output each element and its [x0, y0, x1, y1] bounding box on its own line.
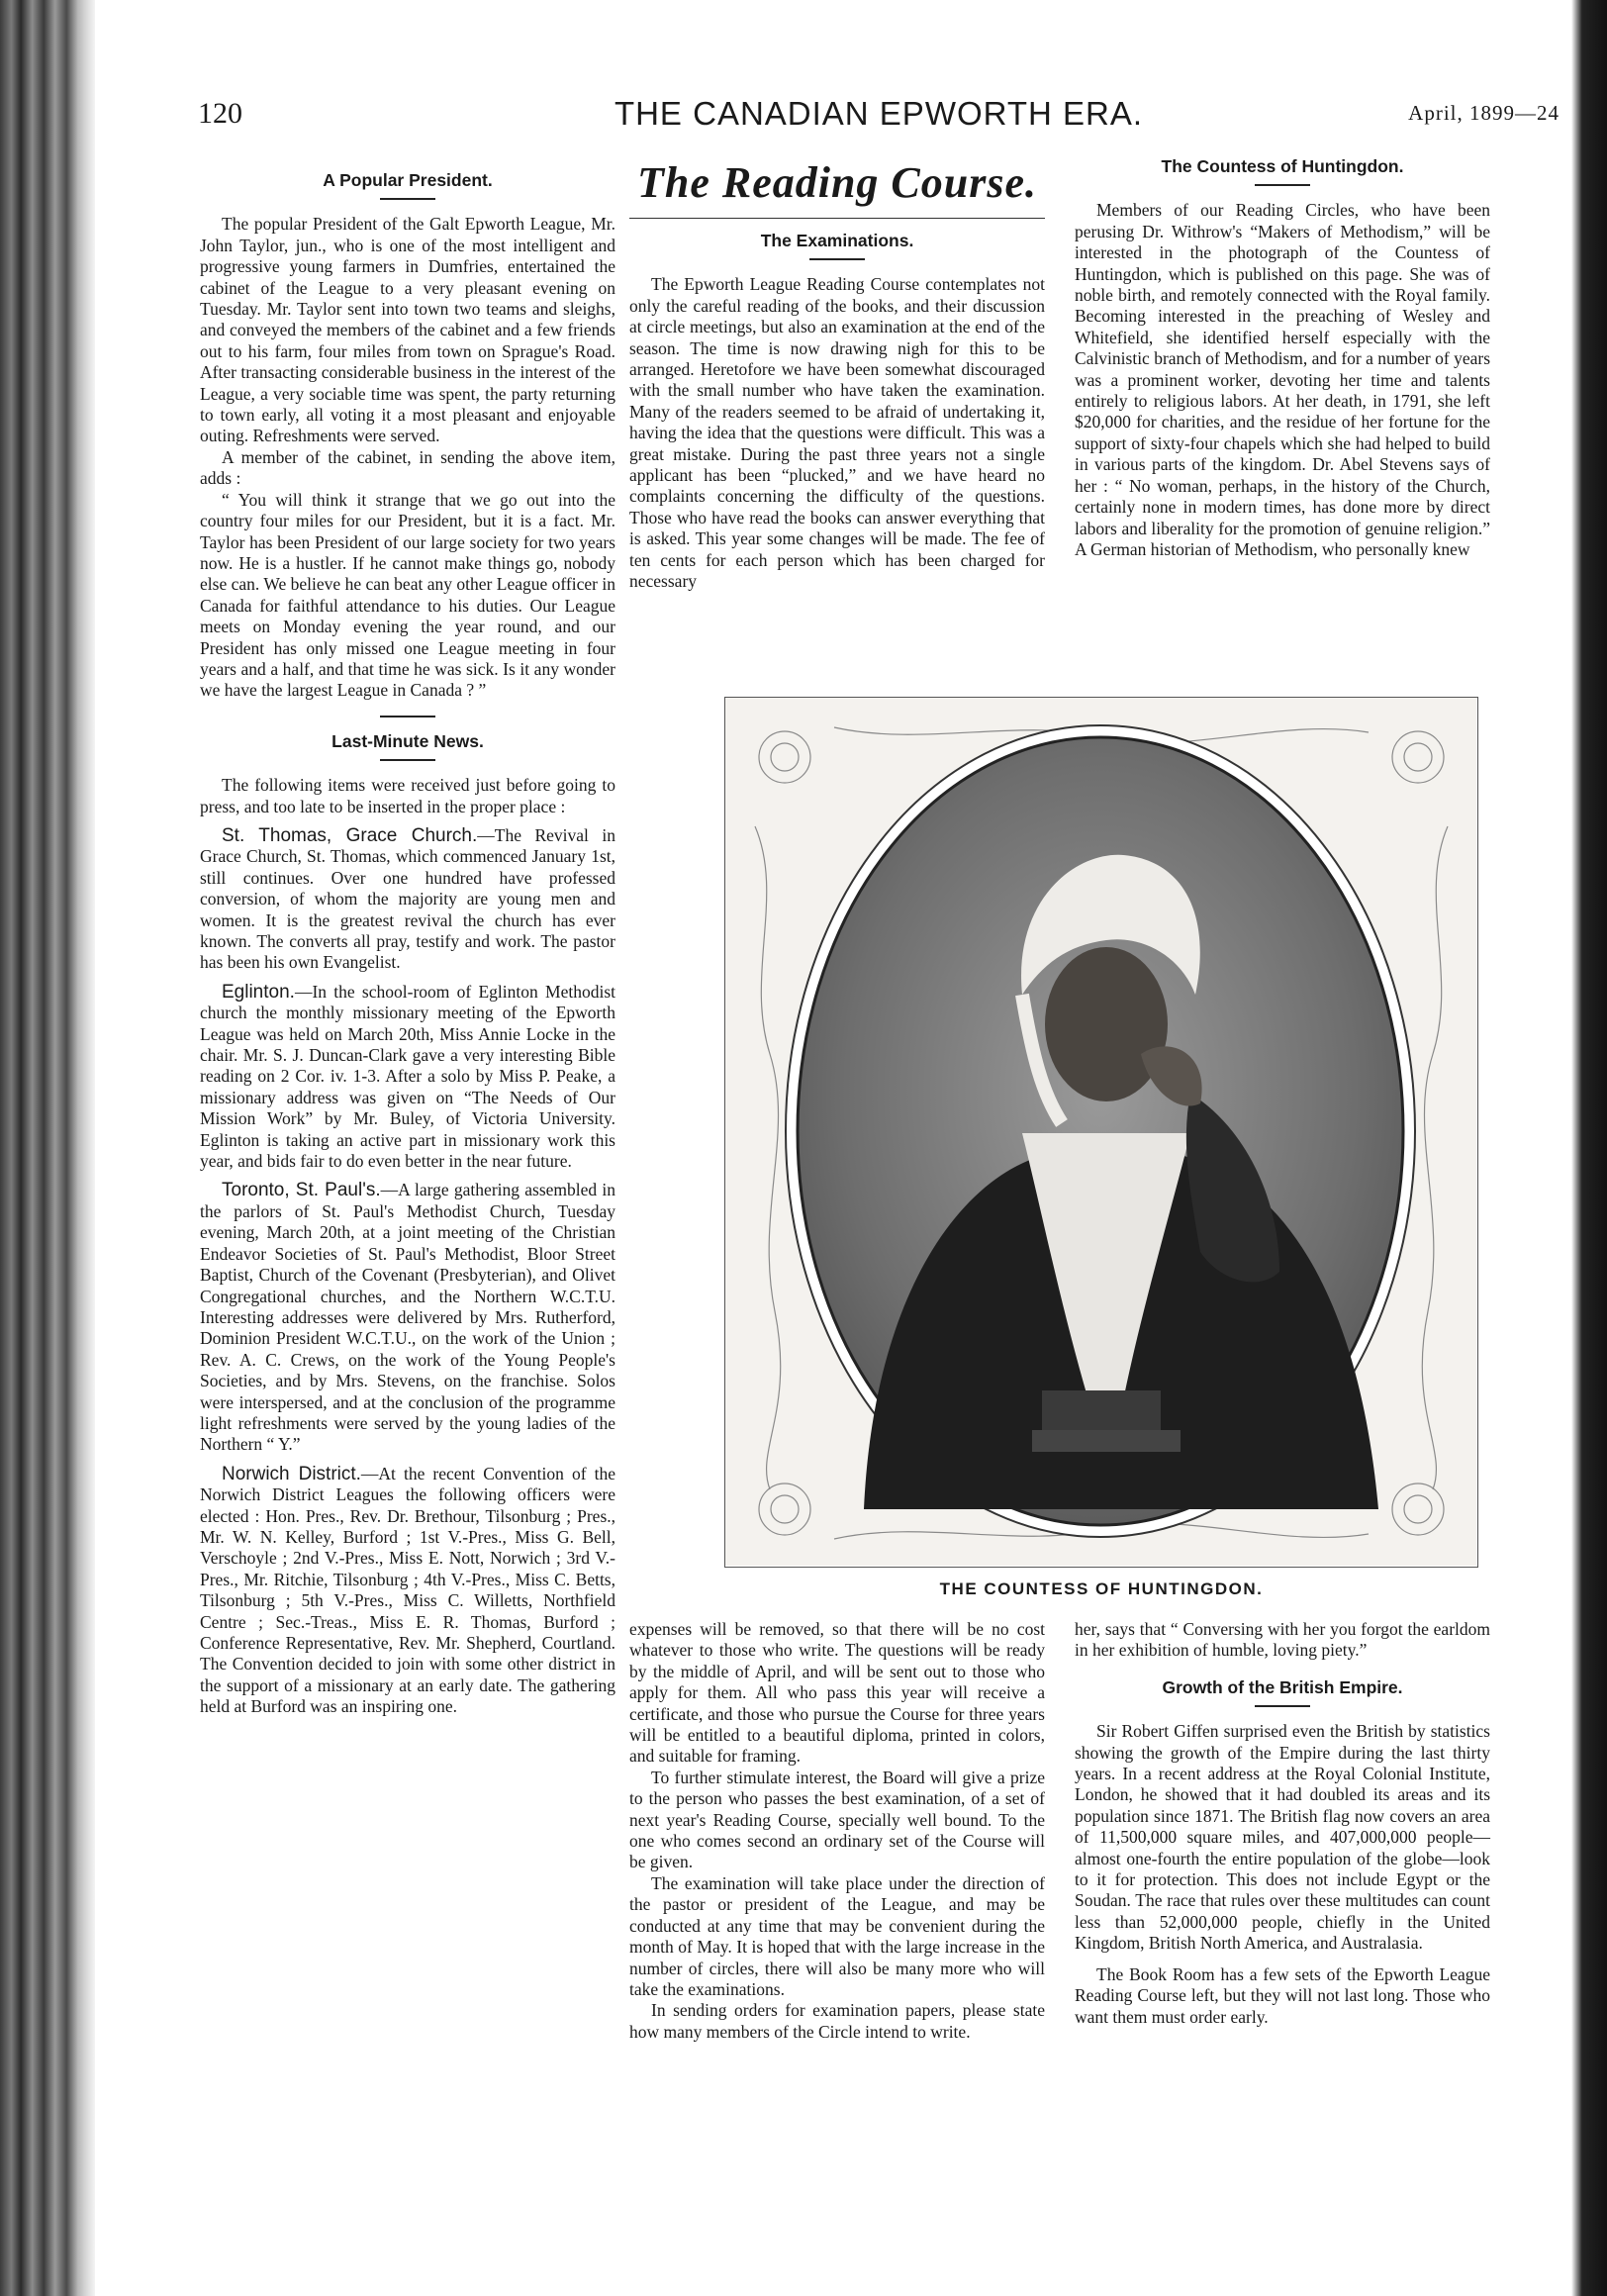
page-number: 120	[198, 97, 242, 130]
publication-title: THE CANADIAN EPWORTH ERA.	[614, 95, 1144, 132]
heading-rule	[380, 759, 435, 761]
heading-last-minute-news: Last-Minute News.	[331, 730, 484, 751]
paragraph: The following items were received just before going to press, and too late to be inserted in the proper place :	[200, 775, 615, 816]
news-item-lead: Eglinton.	[222, 981, 295, 1003]
paragraph: The examination will take place under the direction of the pastor or president of the League, and may be conducted at any time that may be convenient during the month of May. It is hoped that with the large increase in the number of circles, there will also be many more who will take the examinations.	[629, 1872, 1045, 1999]
heading-countess: The Countess of Huntingdon.	[1161, 156, 1404, 176]
paragraph: Members of our Reading Circles, who have been perusing Dr. Withrow's “Makers of Methodism,” will be interested in the photograph of the Countess of Huntingdon, which is published on this page. She was of noble birth, and remotely connected with the Royal family. Becoming interested in the preaching of Wesley and Whitefield, she identified herself especially with the Calvinistic branch of Methodism, and for a number of years was a prominent worker, devoting her time and talents entirely to religious labors. At her death, in 1791, she left $20,000 for charities, and the residue of her fortune for the support of sixty-four chapels which she had helped to build in various parts of the kingdom. Dr. Abel Stevens says of her : “ No woman, perhaps, in the history of the Church, certainly none in modern times, has done more by direct labors and liberality for the promotion of genuine religion.” A German historian of Methodism, who personally knew	[1075, 200, 1490, 559]
paragraph: The popular President of the Galt Epworth League, Mr. John Taylor, jun., who is one of the most intelligent and progressive young farmers in Dumfries, entertained the cabinet of the League to a very pleasant evening on Tuesday. Mr. Taylor sent into town two teams and sleighs, and conveyed the members of the cabinet and a few friends out to his farm, four miles from town on Sprague's Road. After transacting considerable business in the interest of the League, a very sociable time was spent, the party returning to town early, all voting it a most pleasant and enjoyable outing. Refreshments were served.	[200, 214, 615, 446]
heading-british-empire: Growth of the British Empire.	[1162, 1676, 1403, 1697]
heading-rule	[380, 198, 435, 200]
running-header	[198, 95, 1560, 139]
heading-rule	[1255, 1705, 1310, 1707]
title-rule	[629, 218, 1045, 219]
paragraph: The Book Room has a few sets of the Epworth League Reading Course left, but they will not last long. Those who want them must order early.	[1075, 1963, 1490, 2027]
countess-portrait	[724, 697, 1478, 1568]
middle-column-top	[629, 158, 1045, 593]
section-rule	[380, 716, 435, 718]
paragraph: “ You will think it strange that we go out into the country four miles for our President, but it is a fact. Mr. Taylor has been President of our large society for two years now. He is a hustler. If he cannot make things go, nobody else can. We believe he can beat any other League officer in Canada for faithful attendance to his duties. Our League meets on Monday evening the year round, and our President has only missed one League meeting in four years and a half, and that time he was sick. Is it any wonder we have the largest League in Canada ? ”	[200, 489, 615, 701]
paragraph: Sir Robert Giffen surprised even the British by statistics showing the growth of the Empire during the last thirty years. In a recent address at the Royal Colonial Institute, London, he showed that it had doubled its areas and its population since 1871. The British flag now covers an area of 11,500,000 square miles, and 407,000,000 people—almost one-fourth the entire population of the globe—look to it for protection. This does not include Egypt or the Soudan. The race that rules over these multitudes can count less than 52,000,000 people, chiefly in the United Kingdom, British North America, and Australasia.	[1075, 1721, 1490, 1954]
news-item-lead: St. Thomas, Grace Church.	[222, 824, 478, 846]
paragraph: The Epworth League Reading Course contemplates not only the careful reading of the books, and their discussion at circle meetings, but also an examination at the end of the season. The time is now drawing nigh for this to be arranged. Heretofore we have been somewhat discouraged with the small number who have taken the examination. Many of the readers seemed to be afraid of undertaking it, having the idea that the questions were difficult. This was a great mistake. During the past three years not a single applicant has been “plucked,” and we have heard no complaints concerning the difficulty of the questions. Those who have read the books can answer everything that is asked. This year some changes will be made. The fee of ten cents for each person which has been charged for necessary	[629, 274, 1045, 592]
news-item	[200, 1180, 615, 1455]
paragraph: her, says that “ Conversing with her you forgot the earldom in her exhibition of humble, loving piety.”	[1075, 1619, 1490, 1661]
paragraph: To further stimulate interest, the Board will give a prize to the person who passes the best examination, of a set of next year's Reading Course, specially well bound. To the one who comes second an ordinary set of the Course will be given.	[629, 1767, 1045, 1872]
news-item-text: —At the recent Convention of the Norwich District Leagues the following officers were elected : Hon. Pres., Rev. Dr. Brethour, Tilsonburg ; Pres., Mr. W. N. Kelley, Burford ; 1st V.-Pres., Miss G. Bell, Verschoyle ; 2nd V.-Pres., Miss E. Nott, Norwich ; 3rd V.-Pres., Mr. Ritchie, Tilsonburg ; 4th V.-Pres., Miss C. Betts, Tilsonburg ; 5th V.-Pres., Miss C. Willetts, Northfield Centre ; Sec.-Treas., Miss E. R. Thomas, Burford ; Conference Representative, Rev. Mr. Shepherd, Courtland. The Convention decided to join with some other district in the support of a missionary at an early date. The gathering held at Burford was an inspiring one.	[200, 1463, 615, 1717]
news-item-text: —A large gathering assembled in the parlors of St. Paul's Methodist Church, Tuesday evening, March 20th, at a joint meeting of the Christian Endeavor Societies of St. Paul's Methodist, Bloor Street Baptist, Church of the Covenant (Presbyterian), and Olivet Congregational churches, and the Northern W.C.T.U. Interesting addresses were delivered by Mrs. Rutherford, Dominion President W.C.T.U., on the work of the Union ; Rev. A. C. Crews, on the work of the Young People's Societies, and by Mrs. Stevens, on the franchise. Solos were interspersed, and at the conclusion of the programme light refreshments were served by the young ladies of the Northern “ Y.”	[200, 1180, 615, 1455]
right-column-top	[1075, 156, 1490, 560]
reading-course-title: The Reading Course.	[636, 158, 1038, 207]
paragraph: In sending orders for examination papers, please state how many members of the Circle intend to write.	[629, 2000, 1045, 2042]
news-item-lead: Toronto, St. Paul's.	[222, 1180, 381, 1201]
heading-rule	[809, 258, 865, 260]
magazine-page	[95, 0, 1571, 2296]
news-item	[200, 825, 615, 974]
page-edge	[1571, 0, 1607, 2296]
news-item	[200, 1464, 615, 1718]
right-column-bottom	[1075, 1619, 1490, 2028]
news-item	[200, 982, 615, 1173]
news-item-text: —The Revival in Grace Church, St. Thomas, which commenced January 1st, still continues. Over one hundred have professed conversion, of whom the majority are young men and women. It is the greatest revival the church has ever known. The converts all pray, testify and work. The pastor has been his own Evangelist.	[200, 824, 615, 973]
news-item-lead: Norwich District.	[222, 1463, 361, 1484]
heading-examinations: The Examinations.	[760, 231, 914, 250]
portrait-caption: THE COUNTESS OF HUNTINGDON.	[939, 1579, 1264, 1598]
paragraph: A member of the cabinet, in sending the above item, adds :	[200, 446, 615, 489]
heading-popular-president: A Popular President.	[323, 170, 493, 190]
paragraph: expenses will be removed, so that there will be no cost whatever to those who write. The questions will be ready by the middle of April, and will be sent out to those who apply for them. All who pass this year will receive a certificate, and those who pursue the Course for three years will be entitled to a beautiful diploma, printed in colors, and suitable for framing.	[629, 1619, 1045, 1767]
heading-rule	[1255, 184, 1310, 186]
news-item-text: —In the school-room of Eglinton Methodist church the monthly missionary meeting of the Epworth League was held on March 20th, Miss Annie Locke in the chair. Mr. S. J. Duncan-Clark gave a very interesting Bible reading on 2 Cor. iv. 1-3. After a solo by Miss P. Peake, a missionary address was given on “The Needs of Our Mission Work” by Mr. Buley, of Victoria University. Eglinton is taking an active part in missionary work this year, and bids fair to do even better in the near future.	[200, 981, 615, 1172]
book-binding	[0, 0, 95, 2296]
left-column	[200, 170, 615, 1718]
middle-column-bottom	[629, 1619, 1045, 2043]
issue-date: April, 1899—24	[1408, 101, 1560, 125]
